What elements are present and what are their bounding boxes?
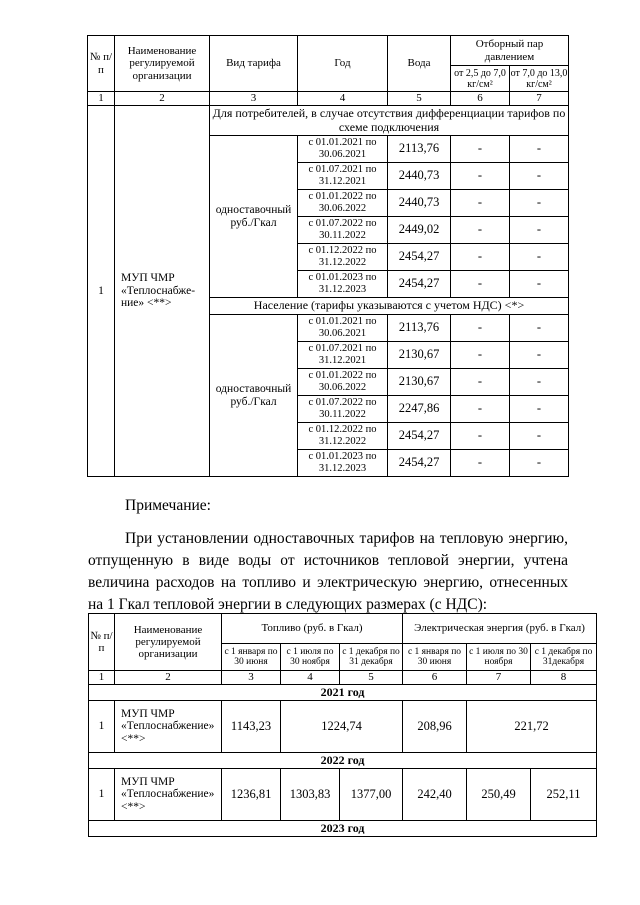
steam-b-value: - (510, 369, 569, 396)
col-number: 8 (531, 671, 597, 685)
steam-a-value: - (451, 342, 510, 369)
steam-b-value: - (510, 136, 569, 163)
org-name: МУП ЧМР «Теплоснабжение» <**> (115, 106, 210, 477)
header-steam: Отборный пар давлением (451, 36, 569, 66)
col-number: 5 (388, 92, 451, 106)
col-number: 1 (88, 92, 115, 106)
electric-value: 242,40 (403, 769, 467, 821)
header-num: № п/п (88, 36, 115, 92)
steam-b-value: - (510, 315, 569, 342)
note-title: Примечание: (125, 497, 211, 514)
steam-a-value: - (451, 163, 510, 190)
col-number: 6 (403, 671, 467, 685)
period-cell: с 01.07.2022 по 30.11.2022 (298, 396, 388, 423)
water-value: 2247,86 (388, 396, 451, 423)
header-org: Наименование регулируемой организации (115, 36, 210, 92)
header-fuel-period: с 1 января по 30 июня (222, 644, 281, 671)
header-fuel-period: с 1 декабря по 31 декабря (340, 644, 403, 671)
steam-a-value: - (451, 396, 510, 423)
col-number: 1 (89, 671, 115, 685)
header-fuel: Топливо (руб. в Гкал) (222, 614, 403, 644)
year-heading: 2022 год (89, 753, 597, 769)
header-tariff-type: Вид тарифа (210, 36, 298, 92)
steam-a-value: - (451, 423, 510, 450)
fuel-value: 1303,83 (281, 769, 340, 821)
water-value: 2113,76 (388, 315, 451, 342)
col-number: 7 (510, 92, 569, 106)
header-electric: Электрическая энергия (руб. в Гкал) (403, 614, 597, 644)
header-org: Наименование регулируемой организации (115, 614, 222, 671)
period-cell: с 01.01.2022 по 30.06.2022 (298, 190, 388, 217)
water-value: 2130,67 (388, 342, 451, 369)
water-value: 2130,67 (388, 369, 451, 396)
year-heading: 2021 год (89, 685, 597, 701)
period-cell: с 01.01.2023 по 31.12.2023 (298, 450, 388, 477)
col-number: 4 (281, 671, 340, 685)
steam-b-value: - (510, 190, 569, 217)
col-number: 3 (222, 671, 281, 685)
steam-a-value: - (451, 271, 510, 298)
steam-a-value: - (451, 315, 510, 342)
water-value: 2449,02 (388, 217, 451, 244)
electric-value: 208,96 (403, 701, 467, 753)
header-steam-a: от 2,5 до 7,0 кг/см² (451, 66, 510, 92)
steam-b-value: - (510, 423, 569, 450)
row-number: 1 (89, 701, 115, 753)
period-cell: с 01.07.2021 по 31.12.2021 (298, 342, 388, 369)
period-cell: с 01.07.2022 по 30.11.2022 (298, 217, 388, 244)
header-num: № п/п (89, 614, 115, 671)
col-number: 4 (298, 92, 388, 106)
water-value: 2454,27 (388, 423, 451, 450)
steam-b-value: - (510, 450, 569, 477)
fuel-value: 1377,00 (340, 769, 403, 821)
steam-b-value: - (510, 217, 569, 244)
header-year: Год (298, 36, 388, 92)
period-cell: с 01.01.2021 по 30.06.2021 (298, 136, 388, 163)
steam-a-value: - (451, 136, 510, 163)
period-cell: с 01.01.2022 по 30.06.2022 (298, 369, 388, 396)
col-number: 3 (210, 92, 298, 106)
fuel-value: 1236,81 (222, 769, 281, 821)
steam-b-value: - (510, 396, 569, 423)
fuel-value: 1143,23 (222, 701, 281, 753)
electric-value: 252,11 (531, 769, 597, 821)
col-number: 2 (115, 92, 210, 106)
steam-a-value: - (451, 190, 510, 217)
water-value: 2454,27 (388, 450, 451, 477)
steam-b-value: - (510, 163, 569, 190)
steam-b-value: - (510, 271, 569, 298)
period-cell: с 01.12.2022 по 31.12.2022 (298, 423, 388, 450)
cost-table (88, 613, 597, 837)
section-consumers: Для потребителей, в случае отсутствия дифференциации тарифов по схеме подключения (210, 106, 569, 136)
period-cell: с 01.01.2021 по 30.06.2021 (298, 315, 388, 342)
note-text: При установлении одноставочных тарифов на тепловую энергию, отпущенную в виде воды от источников тепловой энергии, учтена величина расходов на топливо и электрическую энергию, отнесенных на 1 Гкал тепловой энергии в следующих размерах (с НДС): (88, 530, 568, 613)
col-number: 7 (467, 671, 531, 685)
header-electric-period: с 1 января по 30 июня (403, 644, 467, 671)
col-number: 2 (115, 671, 222, 685)
note-paragraph (88, 528, 568, 616)
col-number: 6 (451, 92, 510, 106)
fuel-value: 1224,74 (281, 701, 403, 753)
org-name: МУП ЧМР «Теплоснабжение» <**> (115, 769, 222, 821)
row-number: 1 (89, 769, 115, 821)
electric-value: 221,72 (467, 701, 597, 753)
row-number: 1 (88, 106, 115, 477)
water-value: 2440,73 (388, 163, 451, 190)
year-heading: 2023 год (89, 821, 597, 837)
col-number: 5 (340, 671, 403, 685)
steam-b-value: - (510, 244, 569, 271)
header-fuel-period: с 1 июля по 30 ноября (281, 644, 340, 671)
period-cell: с 01.01.2023 по 31.12.2023 (298, 271, 388, 298)
header-electric-period: с 1 декабря по 31декабря (531, 644, 597, 671)
steam-a-value: - (451, 217, 510, 244)
steam-b-value: - (510, 342, 569, 369)
tariff-table (87, 35, 569, 477)
water-value: 2113,76 (388, 136, 451, 163)
electric-value: 250,49 (467, 769, 531, 821)
steam-a-value: - (451, 450, 510, 477)
header-water: Вода (388, 36, 451, 92)
tariff-label: одноставочный руб./Гкал (210, 136, 298, 298)
tariff-label: одноставочный руб./Гкал (210, 315, 298, 477)
steam-a-value: - (451, 244, 510, 271)
period-cell: с 01.07.2021 по 31.12.2021 (298, 163, 388, 190)
header-electric-period: с 1 июля по 30 ноября (467, 644, 531, 671)
period-cell: с 01.12.2022 по 31.12.2022 (298, 244, 388, 271)
steam-a-value: - (451, 369, 510, 396)
header-steam-b: от 7,0 до 13,0 кг/см² (510, 67, 568, 90)
water-value: 2454,27 (388, 244, 451, 271)
org-name: МУП ЧМР «Теплоснабжение» <**> (115, 701, 222, 753)
water-value: 2440,73 (388, 190, 451, 217)
section-population: Население (тарифы указываются с учетом НДС) <*> (210, 298, 569, 315)
water-value: 2454,27 (388, 271, 451, 298)
